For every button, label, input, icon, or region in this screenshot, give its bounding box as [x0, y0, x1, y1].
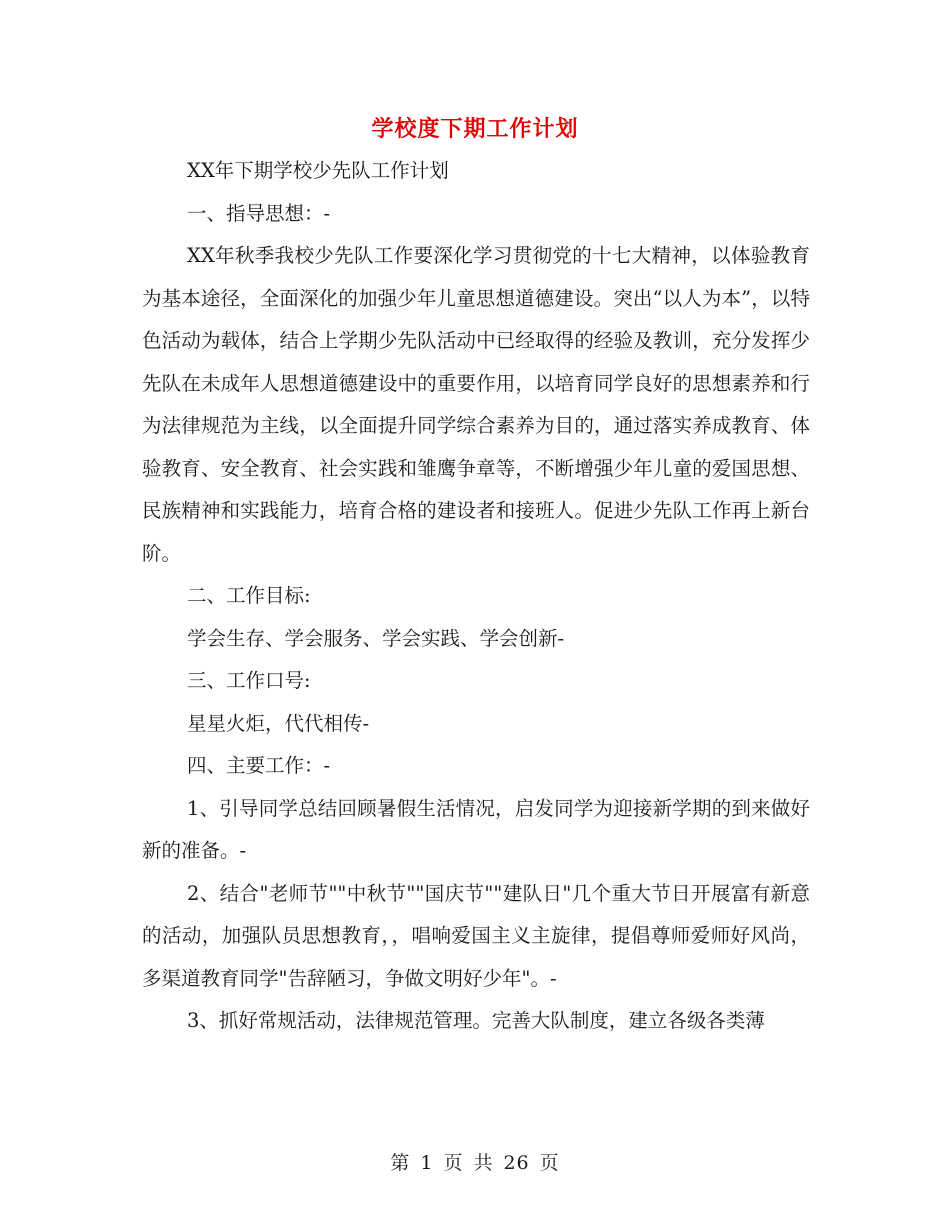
paragraph-heading-goals: 二、工作目标: — [187, 584, 311, 607]
footer-total-pages: 26 — [503, 1152, 530, 1174]
paragraph-subtitle: XX年下期学校少先队工作计划 — [187, 159, 449, 182]
paragraph-goals: 学会生存、学会服务、学会实践、学会创新- — [187, 626, 565, 650]
footer-total-label: 共 — [473, 1152, 494, 1174]
footer-suffix: 页 — [539, 1152, 560, 1174]
paragraph-slogan: 星星火炬，代代相传- — [187, 711, 370, 735]
document-body — [142, 150, 810, 1043]
footer-page-label: 页 — [443, 1152, 464, 1174]
paragraph-heading-slogan: 三、工作口号: — [187, 669, 311, 692]
paragraph-work-item-1: 1、引导同学总结回顾暑假生活情况，启发同学为迎接新学期的到来做好新的准备。- — [142, 796, 810, 862]
page-footer — [0, 1148, 950, 1175]
paragraph-heading-main-work: 四、主要工作：- — [187, 754, 331, 777]
footer-prefix: 第 — [390, 1152, 411, 1174]
paragraph-work-item-2: 2、结合"老师节""中秋节""国庆节""建队日"几个重大节日开展富有新意的活动，加强队员思想教育，，唱响爱国主义主旋律，提倡尊师爱师好风尚，多渠道教育同学"告辞陋习，争做文明好少年"。- — [142, 881, 810, 990]
paragraph-work-item-3: 3、抓好常规活动，法律规范管理。完善大队制度，建立各级各类薄 — [187, 1009, 765, 1032]
footer-current-page: 1 — [420, 1152, 434, 1174]
paragraph-heading-guiding-thought: 一、指导思想：- — [187, 201, 331, 225]
document-title: 学校度下期工作计划 — [371, 117, 579, 142]
paragraph-guiding-thought: XX年秋季我校少先队工作要深化学习贯彻党的十七大精神，以体验教育为基本途径，全面深化的加强少年儿童思想道德建设。突出“以人为本”，以特色活动为载体，结合上学期少先队活动中已经取得的经验及教训，充分发挥少先队在未成年人思想道德建设中的重要作用，以培育同学良好的思想素养和行为法律规范为主线，以全面提升同学综合素养为目的，通过落实养成教育、体验教育、安全教育、社会实践和雏鹰争章等，不断增强少年儿童的爱国思想、民族精神和实践能力，培育合格的建设者和接班人。促进少先队工作再上新台阶。 — [142, 244, 810, 565]
